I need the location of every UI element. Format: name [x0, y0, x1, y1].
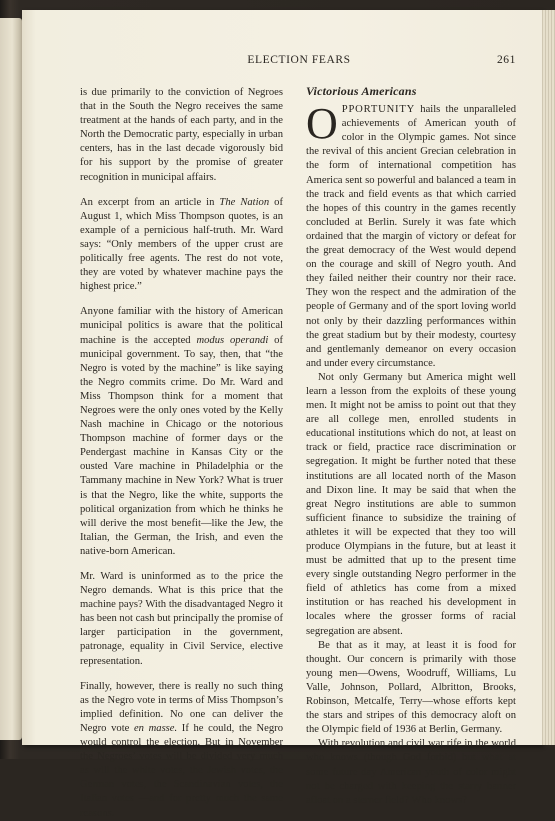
- italic-phrase: modus operandi: [196, 334, 269, 346]
- page-number: 261: [496, 54, 516, 66]
- drop-cap: O: [306, 99, 338, 149]
- paragraph-text: of August 1, which Miss Thompson quotes, is an example of a pernicious half-truth. Mr. Ward says: “Only members of the upper crust are politically free agents. The rest do not vote, they are voted by whatever machine pays the highest price.”: [80, 196, 283, 293]
- publication-title: The Nation: [219, 196, 270, 208]
- paragraph-text: If he could, the Negro would control the election. But in November the Negroes’ votes will be divided very much as will the white votes, the Jewish votes, the German votes, the Scandinavian votes, the Italian votes —and for pretty much the same reasons.: [80, 722, 283, 819]
- italic-phrase: en masse.: [133, 722, 178, 734]
- running-head: [82, 54, 516, 70]
- paragraph-text: Finally, however, there is really no such thing as the Negro vote in terms of Miss Thompson’s implied definition. No one can deliver the Negro vote: [80, 680, 283, 734]
- left-paragraph-5: [80, 680, 283, 821]
- left-paragraph-1: is due primarily to the conviction of Negroes that in the South the Negro receives the same treatment at the hands of each party, and in the North the Democratic party, especially in urban centers, has in the last decade vigorously bid for his support by the promise of greater recognition in municipal affairs.: [80, 87, 283, 183]
- right-paragraph-4: With revolution and civil war rife in the world who knows (though God forbid) but what at some future day American youth of color might not be charged with keeping the starry banner afloat on a sterner field? Who knows?: [306, 738, 516, 806]
- right-paragraph-3: Be that as it may, at least it is food for thought. Our concern is primarily with those young men—Owens, Woodruff, Williams, Lu Valle, Johnson, Pollard, Albritton, Brooks, Robinson, Metcalfe, Terry—whose efforts kept the stars and stripes of this democracy aloft on the Olympic field of 1936 at Berlin, Germany.: [306, 639, 516, 736]
- left-paragraph-3: [80, 305, 283, 559]
- opening-word: PPORTUNITY: [341, 104, 416, 116]
- page-stack-edge: [542, 10, 555, 745]
- left-paragraph-4: Mr. Ward is uninformed as to the price the Negro demands. What is this price that the machine pays? With the disadvantaged Negro it has been not cash but principally the promise of larger participation in the government, patronage, equality in Civil Service, elective representation.: [80, 571, 283, 667]
- paragraph-text: hails the unparalleled achievements of American youth of color in the Olympic games. Not since the revival of this ancient Grecian celebration in the form of international competition has America sent so powerful and balanced a team in the track and field events as that which carried the hopes of this country in the games recently concluded at Berlin. Surely it was fate which ordained that the margin of victory or defeat for the great democracy of the West would depend on the courage and skill of Negro youth. And they failed neither their country nor their race. They won the respect and the admiration of the people of Germany and of the sport loving world not only by their dazzling performances within the great stadium but by their modesty, courtesy and gentlemanly demeanor on every occasion and under every circumstance.: [306, 104, 516, 369]
- running-title: ELECTION FEARS: [247, 54, 351, 66]
- left-paragraph-2: [80, 196, 283, 295]
- right-paragraph-1: [306, 99, 516, 371]
- right-column: [306, 86, 516, 808]
- paragraph-text: of municipal government. To say, then, that “the Negro is voted by the machine” is like saying the Negro commits crime. Do Mr. Ward and Miss Thompson think for a moment that Negroes were the only ones voted by the Kelly Nash machine in Chicago or the notorious Thompson machine of former days or the Pendergast machine in Kansas City or the ousted Vare machine in Philadelphia or the Tammany machine in New York? What is truer is that the Negro, like the white, supports the political organization from which he thinks he will derive the most benefit—like the Jew, the Italian, the German, the Irish, and even the native-born American.: [80, 334, 283, 557]
- facing-page-edge: [0, 18, 22, 740]
- book-page: [22, 10, 542, 819]
- paragraph-text: Anyone familiar with the history of American municipal politics is aware that the political machine is the accepted: [80, 306, 283, 346]
- section-heading: Victorious Americans: [306, 84, 417, 98]
- left-column: [80, 86, 283, 821]
- right-paragraph-2: Not only Germany but America might well learn a lesson from the exploits of these young men. It might not be amiss to point out that they are all college men, enrolled students in educational institutions which do not, at least on track or field, practice race discrimination or segregation. It might be further noted that these institutions are all located north of the Mason and Dixon line. It may be said that when the great Negro institutions are able to summon sufficient finance to subsidize the training of athletes it will be expected that they too will produce Olympians in the future, but at least it must be admitted that up to the present time every single outstanding Negro performer in the field of athletics has come from a mixed institution or has reached his development in locales where the grosser forms of racial segregation are absent.: [306, 371, 516, 637]
- paragraph-text: An excerpt from an article in: [80, 196, 220, 208]
